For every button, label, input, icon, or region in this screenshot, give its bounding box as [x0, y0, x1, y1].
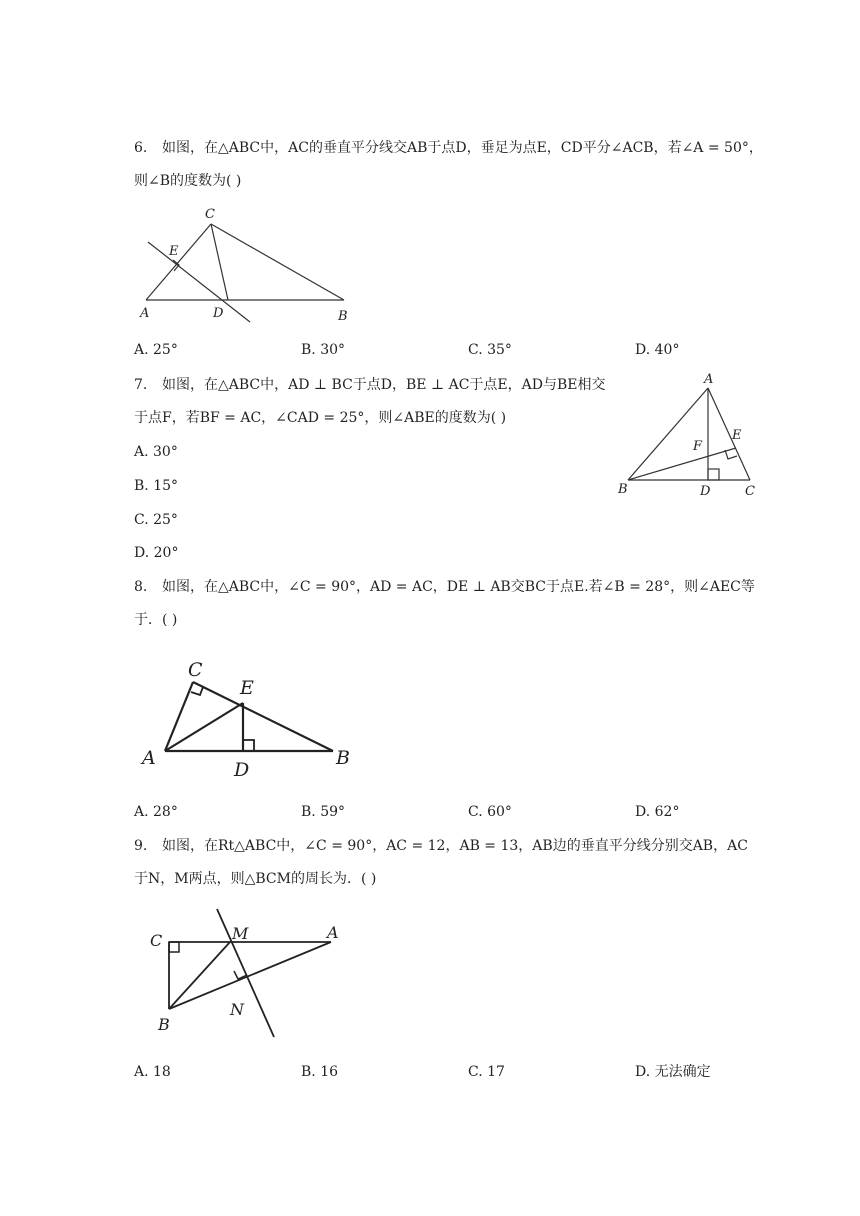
option-a: A. 18	[134, 1064, 171, 1080]
label-b: B	[158, 1015, 170, 1034]
option-c: C. 35°	[468, 342, 512, 358]
question-number: 6.	[134, 140, 148, 156]
label-c: C	[188, 659, 203, 681]
label-b: B	[336, 747, 350, 769]
label-e: E	[732, 428, 742, 443]
option-c: C. 60°	[468, 804, 512, 820]
label-a: A	[142, 747, 156, 769]
label-a: A	[140, 306, 150, 321]
option-b: B. 16	[301, 1064, 339, 1080]
option-d: D. 无法确定	[635, 1064, 711, 1080]
option-d: D. 62°	[635, 804, 680, 820]
label-c: C	[745, 484, 755, 499]
label-d: D	[213, 306, 224, 321]
option-b: B. 59°	[301, 804, 346, 820]
label-m: M	[232, 924, 249, 943]
question-text-line-1: 如图，在△ABC中，AC的垂直平分线交AB于点D，垂足为点E，CD平分∠ACB，若∠A = 50°，	[162, 140, 763, 156]
question-text-line-2: 于点F，若BF = AC，∠CAD = 25°，则∠ABE的度数为( )	[134, 410, 507, 426]
label-e: E	[240, 677, 254, 699]
question-text-line-1: 如图，在△ABC中，∠C = 90°，AD = AC，DE ⊥ AB交BC于点E.若∠B = 28°，则∠AEC等	[162, 579, 755, 595]
figure-q7	[612, 368, 762, 502]
label-f: F	[693, 439, 703, 454]
question-number: 7.	[134, 377, 148, 393]
question-text-line-1: 如图，在△ABC中，AD ⊥ BC于点D，BE ⊥ AC于点E，AD与BE相交	[162, 377, 606, 393]
label-d: D	[700, 484, 711, 499]
figure-q9	[134, 900, 364, 1045]
question-number: 8.	[134, 579, 148, 595]
option-c: C. 25°	[134, 512, 178, 528]
question-text-line-2: 于N，M两点，则△BCM的周长为．( )	[134, 871, 377, 887]
label-n: N	[230, 1000, 244, 1019]
label-a: A	[704, 372, 714, 387]
label-d: D	[234, 759, 250, 780]
option-a: A. 30°	[134, 444, 178, 460]
question-text-line-2: 则∠B的度数为( )	[134, 173, 242, 189]
option-a: A. 25°	[134, 342, 178, 358]
label-a: A	[327, 923, 339, 942]
option-c: C. 17	[468, 1064, 505, 1080]
label-b: B	[338, 309, 348, 324]
label-b: B	[618, 482, 628, 497]
figure-q8	[134, 650, 364, 780]
label-c: C	[205, 207, 215, 222]
question-text-line-1: 如图，在Rt△ABC中，∠C = 90°，AC = 12，AB = 13，AB边的垂直平分线分别交AB，AC	[162, 838, 748, 854]
label-e: E	[169, 244, 179, 259]
option-a: A. 28°	[134, 804, 178, 820]
question-text-line-2: 于．( )	[134, 612, 178, 628]
figure-q6	[134, 202, 364, 327]
question-number: 9.	[134, 838, 148, 854]
option-b: B. 30°	[301, 342, 346, 358]
option-d: D. 40°	[635, 342, 680, 358]
option-d: D. 20°	[134, 545, 179, 561]
option-b: B. 15°	[134, 478, 179, 494]
label-c: C	[150, 931, 163, 950]
